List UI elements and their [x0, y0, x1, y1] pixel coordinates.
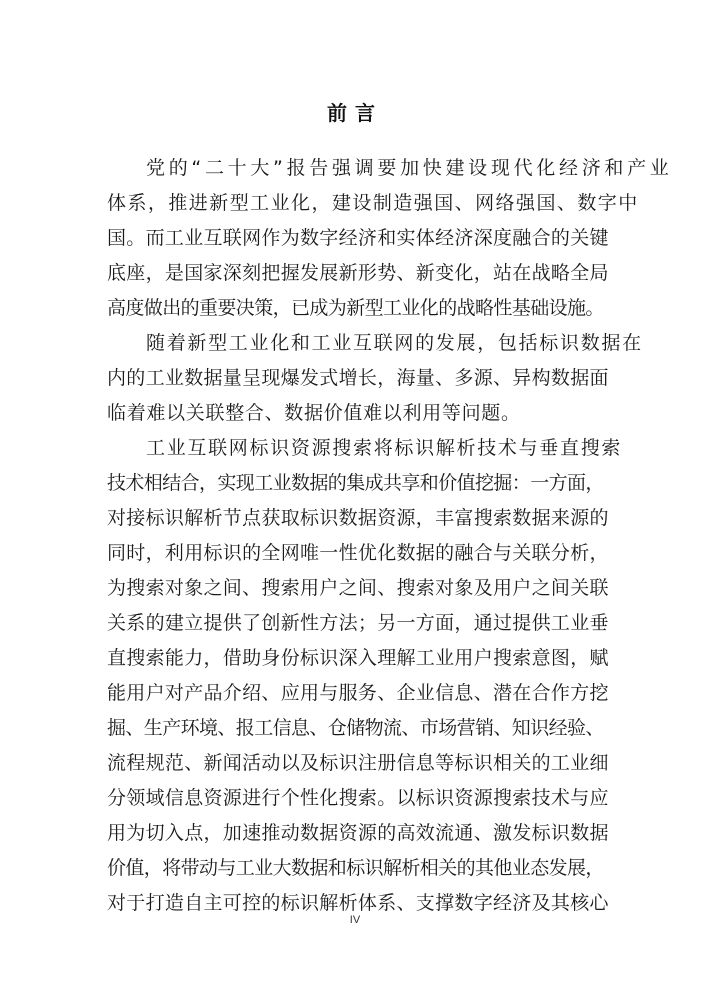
text-line: 工业互联网标识资源搜索将标识解析技术与垂直搜索 [146, 437, 623, 459]
text-line: 技术相结合，实现工业数据的集成共享和价值挖掘：一方面， [107, 472, 604, 494]
page-number: IV [349, 914, 361, 926]
text-line: 高度做出的重要决策，已成为新型工业化的战略性基础设施。 [107, 297, 604, 319]
text-line: 党的“二十大”报告强调要加快建设现代化经济和产业 [146, 157, 673, 179]
text-line: 掘、生产环境、报工信息、仓储物流、市场营销、知识经验、 [107, 717, 604, 739]
text-line: 对于打造自主可控的标识解析体系、支撑数字经济及其核心 [107, 892, 609, 914]
text-line: 能用户对产品介绍、应用与服务、企业信息、潜在合作方挖 [107, 682, 609, 704]
text-line: 体系，推进新型工业化，建设制造强国、网络强国、数字中 [107, 192, 639, 214]
text-line: 直搜索能力，借助身份标识深入理解工业用户搜索意图，赋 [107, 647, 609, 669]
text-line: 为搜索对象之间、搜索用户之间、搜索对象及用户之间关联 [107, 577, 609, 599]
text-line: 国。而工业互联网作为数字经济和实体经济深度融合的关键 [107, 227, 609, 249]
text-line: 同时，利用标识的全网唯一性优化数据的融合与关联分析， [107, 542, 609, 564]
text-line: 底座，是国家深刻把握发展新形势、新变化，站在战略全局 [107, 262, 609, 284]
text-line: 内的工业数据量呈现爆发式增长，海量、多源、异构数据面 [107, 367, 609, 389]
text-line: 对接标识解析节点获取标识数据资源，丰富搜索数据来源的 [107, 507, 609, 529]
text-line: 用为切入点，加速推动数据资源的高效流通、激发标识数据 [107, 822, 609, 844]
text-line: 流程规范、新闻活动以及标识注册信息等标识相关的工业细 [107, 752, 609, 774]
text-line: 随着新型工业化和工业互联网的发展，包括标识数据在 [146, 332, 643, 354]
text-line: 价值，将带动与工业大数据和标识解析相关的其他业态发展， [107, 857, 604, 879]
text-line: 关系的建立提供了创新性方法；另一方面，通过提供工业垂 [107, 612, 609, 634]
page-title: 前言 [327, 101, 383, 125]
text-line: 临着难以关联整合、数据价值难以利用等问题。 [107, 402, 521, 424]
text-line: 分领域信息资源进行个性化搜索。以标识资源搜索技术与应 [107, 787, 609, 809]
